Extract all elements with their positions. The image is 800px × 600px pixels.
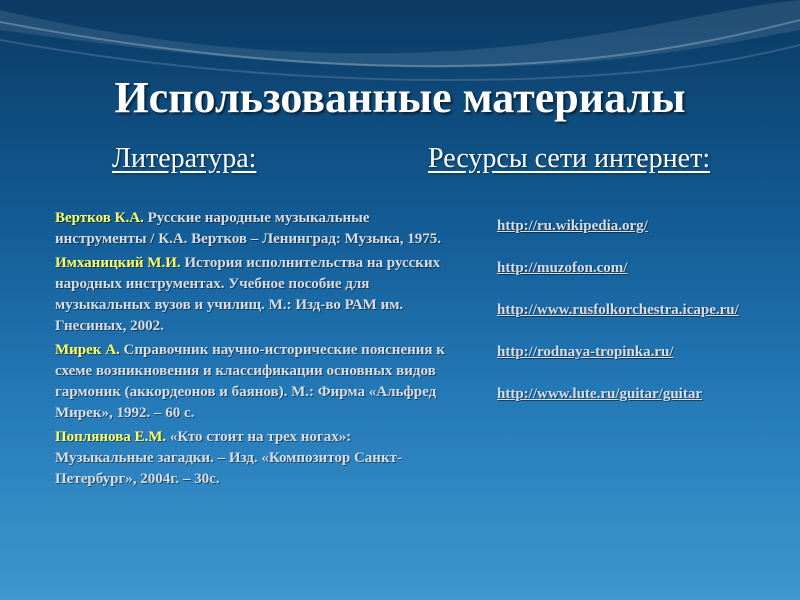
web-resource-item xyxy=(497,342,757,363)
literature-text: «Кто стоит на трех ногах»: Музыкальные загадки. – Изд. «Композитор Санкт-Петербург», 2004г. – 30с. xyxy=(55,429,402,487)
literature-item xyxy=(55,340,445,424)
web-resource-link[interactable]: http://rodnaya-tropinka.ru/ xyxy=(497,344,674,360)
literature-author: Мирек А. xyxy=(55,342,120,358)
web-resource-link[interactable]: http://www.rusfolkorchestra.icape.ru/ xyxy=(497,302,739,318)
literature-author: Поплянова Е.М. xyxy=(55,429,167,445)
web-resource-item xyxy=(497,258,757,279)
literature-author: Имханицкий М.И. xyxy=(55,255,181,271)
web-resource-link[interactable]: http://www.lute.ru/guitar/guitar xyxy=(497,386,702,402)
literature-author: Вертков К.А. xyxy=(55,210,144,226)
web-resources-list xyxy=(497,216,757,426)
web-resource-link[interactable]: http://muzofon.com/ xyxy=(497,260,628,276)
literature-item xyxy=(55,208,445,250)
literature-heading: Литература: xyxy=(112,143,257,174)
slide-title: Использованные материалы xyxy=(114,73,686,122)
literature-text: История исполнительства на русских народных инструментах. Учебное пособие для музыкальных вузов и училищ. М.: Изд-во РАМ им. Гнесиных, 2002. xyxy=(55,255,441,334)
literature-text: Русские народные музыкальные инструменты / К.А. Вертков – Ленинград: Музыка, 1975. xyxy=(55,210,442,247)
web-resource-item xyxy=(497,216,757,237)
web-resource-link[interactable]: http://ru.wikipedia.org/ xyxy=(497,218,648,234)
literature-list xyxy=(55,208,445,493)
literature-text: Справочник научно-исторические пояснения к схеме возникновения и классификации основных видов гармоник (аккордеонов и баянов). М.: Фирма «Альфред Мирек», 1992. – 60 с. xyxy=(55,342,445,421)
literature-item xyxy=(55,427,445,490)
literature-item xyxy=(55,253,445,337)
web-resource-item xyxy=(497,384,757,405)
web-resources-heading: Ресурсы сети интернет: xyxy=(428,143,711,174)
web-resource-item xyxy=(497,300,757,321)
